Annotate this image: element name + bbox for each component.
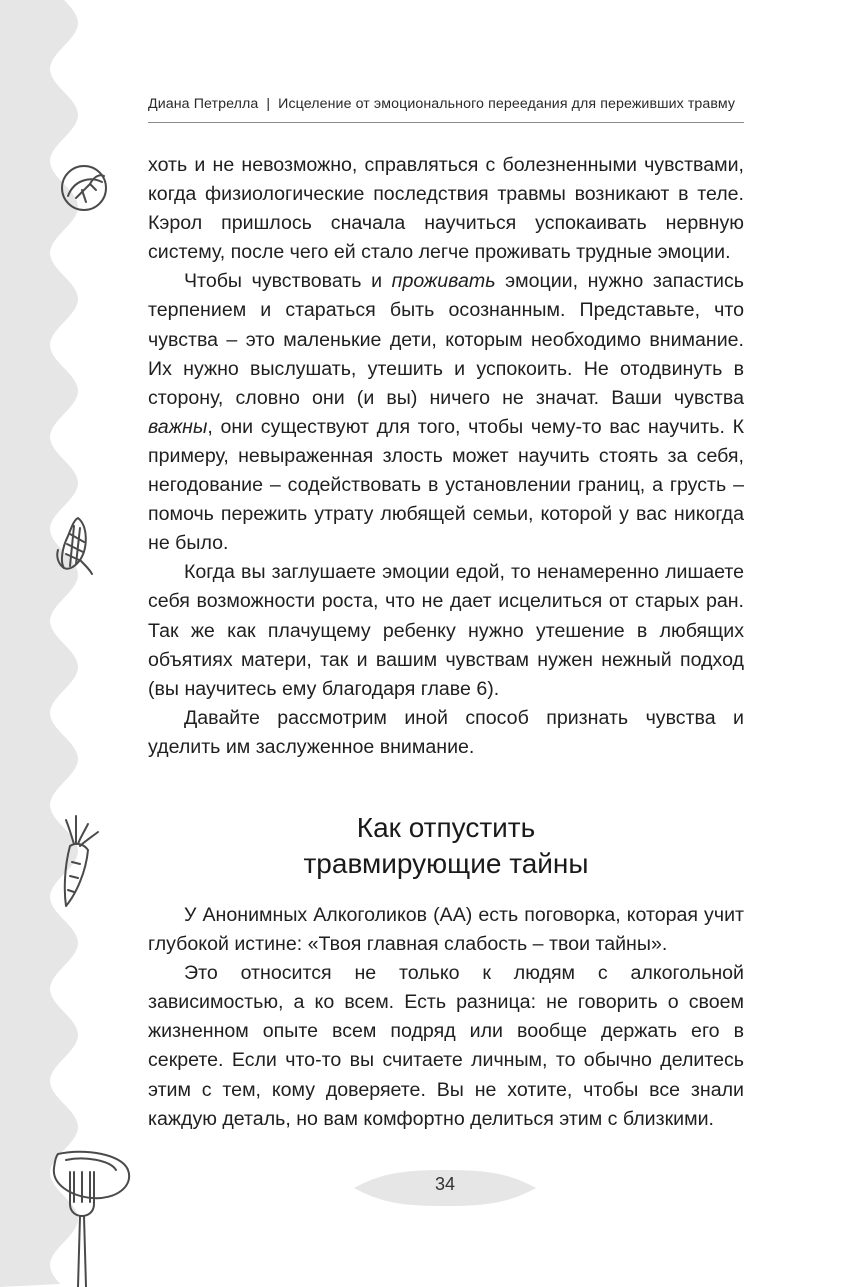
paragraph-feelings-t2: эмоции, нужно запастись терпением и стараться быть осознанным. Представьте, что чувства – это маленькие дети, которым необходимо внимание. Их нужно выслушать, утешить и успокоить. Не отодвинуть в сторону, словно они (и вы) ничего не значат. Ваши чувства — [148, 270, 744, 409]
header-author: Диана Петрелла — [148, 96, 259, 112]
carrot-doodle-icon — [46, 812, 108, 912]
paragraph-transition: Давайте рассмотрим иной способ признать чувства и уделить им заслуженное внимание. — [148, 706, 744, 758]
header-separator: | — [266, 96, 271, 112]
paragraph-continuation: хоть и не невозможно, справляться с болезненными чувствами, когда физиологические последствия травмы возникают в теле. Кэрол пришлось сначала научиться успокаивать нервную систему, после чего ей стало легче проживать трудные эмоции. — [148, 154, 744, 264]
paragraph-secrets: Это относится не только к людям с алкогольной зависимостью, а ко всем. Есть разница: не говорить о своем жизненном опыте всем подряд или вообще держать его в секрете. Если что-то вы считаете личным, то обычно делитесь этим с тем, кому доверяете. Вы не хотите, чтобы все знали каждую деталь, но вам комфортно делиться этим с близкими. — [148, 962, 744, 1130]
running-header — [148, 96, 744, 112]
section-heading-line2: травмирующие тайны — [303, 848, 589, 879]
section-heading-line1: Как отпустить — [356, 812, 536, 843]
emphasis-prozhivat: проживать — [391, 270, 496, 293]
header-rule — [148, 122, 744, 123]
paragraph-feelings-t3: , они существуют для того, чтобы чему-то вас научить. К примеру, невыраженная злость может научить стоять за себя, негодование – содействовать в установлении границ, а грусть – помочь пережить утрату любящей семьи, которой у вас никогда не было. — [148, 415, 744, 555]
paragraph-aa-saying: У Анонимных Алкоголиков (АА) есть поговорка, которая учит глубокой истине: «Твоя главная слабость – твои тайны». — [148, 904, 744, 956]
emphasis-vazhny: важны — [148, 415, 208, 438]
mushroom-doodle-icon — [56, 160, 112, 216]
paragraph-food: Когда вы заглушаете эмоции едой, то ненамеренно лишаете себя возможности роста, что не дает исцелиться от старых ран. Так же как плачущему ребенку нужно утешение в любящих объятиях матери, так и вашим чувствам нужен нежный подход (вы научитесь ему благодаря главе 6). — [148, 561, 744, 700]
body-text-part1 — [148, 151, 744, 762]
body-text-part2 — [148, 901, 744, 1134]
section-heading — [148, 810, 744, 882]
corn-doodle-icon — [50, 512, 96, 578]
paragraph-feelings-t1: Чтобы чувствовать и — [184, 270, 392, 293]
header-book-title: Исцеление от эмоционального переедания для переживших травму — [278, 96, 736, 112]
paragraph-feelings — [148, 267, 744, 558]
fork-steak-doodle-icon — [44, 1148, 136, 1287]
page-number: 34 — [434, 1174, 456, 1194]
